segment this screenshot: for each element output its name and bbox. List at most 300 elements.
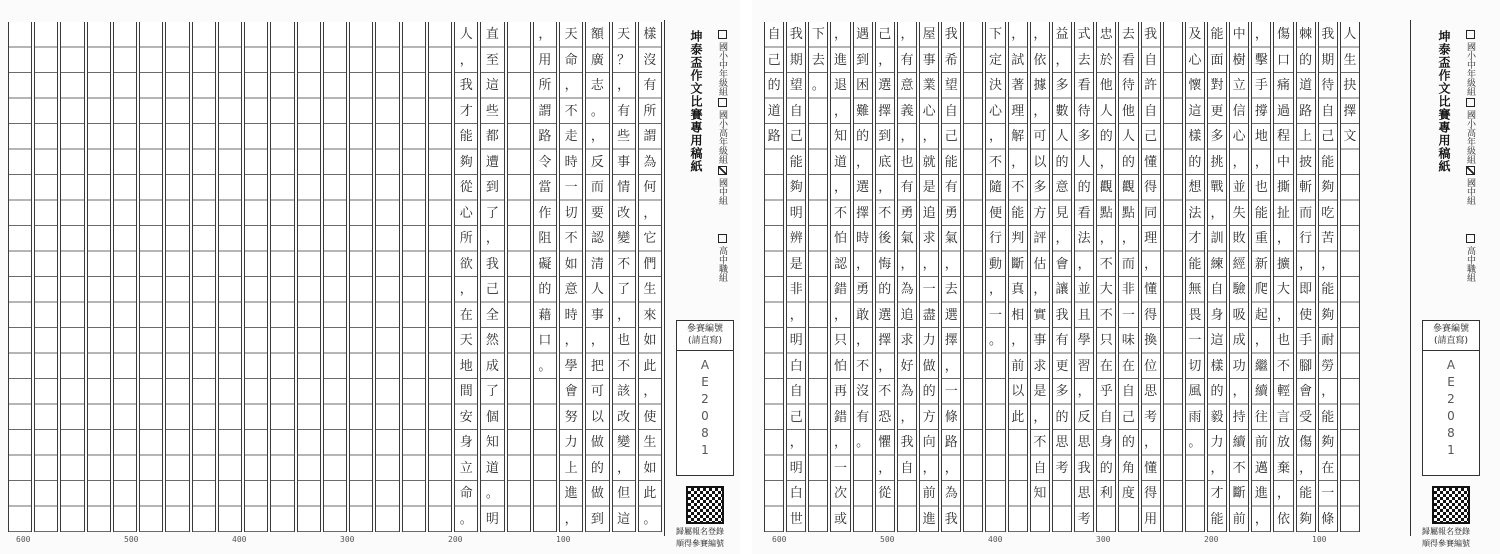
grid-cell: 時 — [564, 307, 578, 323]
grid-cell: 的 — [767, 78, 781, 94]
grid-cell: 新 — [1254, 256, 1268, 272]
grid-cell: 也 — [900, 154, 914, 170]
grid-cell: 業 — [922, 78, 936, 94]
grid-cell: ， — [1276, 307, 1290, 323]
entrant-id-char: 8 — [701, 426, 709, 440]
grid-cell: 續 — [1254, 384, 1268, 400]
grid-cell: 擊 — [1254, 52, 1268, 68]
grid-cell: 全 — [485, 307, 499, 323]
grid-cell: 做 — [922, 358, 936, 374]
grid-column — [428, 22, 452, 532]
grid-cell: 退 — [834, 78, 848, 94]
grid-cell: 便 — [989, 205, 1003, 221]
grid-cell: 在 — [459, 307, 473, 323]
grid-cell: 言 — [1276, 409, 1290, 425]
grid-cell: 氣 — [944, 231, 958, 247]
grid-cell: 成 — [1232, 333, 1246, 349]
grid-cell: 待 — [1121, 78, 1135, 94]
grid-cell: 畏 — [1188, 307, 1202, 323]
grid-cell: 夠 — [459, 154, 473, 170]
grid-cell: 的 — [1299, 52, 1313, 68]
grid-cell: 去 — [1077, 52, 1091, 68]
grid-count-label: 500 — [124, 535, 139, 544]
grid-column — [60, 22, 84, 532]
grid-cell: ， — [564, 78, 578, 94]
grid-column — [113, 22, 137, 532]
grid-cell: ， — [1232, 384, 1246, 400]
entrant-id-char: A — [1446, 358, 1456, 372]
grid-cell: ， — [1254, 333, 1268, 349]
grid-cell: 道 — [834, 154, 848, 170]
grid-column — [34, 22, 58, 532]
grid-cell: 我 — [1055, 307, 1069, 323]
grid-cell: 進 — [564, 486, 578, 502]
grid-cell: 角 — [1121, 460, 1135, 476]
grid-count-label: 200 — [448, 535, 463, 544]
grid-cell: 思 — [1077, 486, 1091, 502]
grid-cell: ， — [944, 460, 958, 476]
grid-cell: 而 — [590, 180, 604, 196]
grid-cell: 我 — [485, 256, 499, 272]
grid-cell: 乎 — [1099, 384, 1113, 400]
grid-count-label: 200 — [1204, 535, 1219, 544]
grid-column — [963, 22, 983, 532]
grid-cell: 知 — [485, 435, 499, 451]
grid-cell: 於 — [1099, 52, 1113, 68]
grid-cell: 用 — [538, 52, 552, 68]
grid-cell: 文 — [1343, 129, 1357, 145]
grid-cell: 恐 — [878, 409, 892, 425]
grid-cell: 至 — [485, 52, 499, 68]
grid-column — [897, 22, 917, 532]
grid-cell: 個 — [485, 409, 499, 425]
grid-cell: 事 — [590, 307, 604, 323]
grid-count-label: 400 — [988, 535, 1003, 544]
grid-cell: 向 — [922, 435, 936, 451]
grid-cell: 不 — [878, 205, 892, 221]
checkbox-icon[interactable] — [1466, 166, 1475, 175]
grid-cell: 耐 — [1321, 333, 1335, 349]
grid-cell: 棘 — [1299, 27, 1313, 43]
grid-cell: 且 — [1077, 307, 1091, 323]
grid-cell: 作 — [538, 205, 552, 221]
grid-cell: 能 — [1321, 154, 1335, 170]
grid-cell: 情 — [617, 180, 631, 196]
grid-cell: 自 — [900, 460, 914, 476]
grid-cell: 我 — [459, 78, 473, 94]
checkbox-icon[interactable] — [1466, 234, 1475, 243]
grid-cell: 多 — [1055, 78, 1069, 94]
grid-cell: 估 — [1033, 256, 1047, 272]
grid-cell: ， — [617, 460, 631, 476]
checkbox-icon[interactable] — [1466, 98, 1475, 107]
grid-column — [941, 22, 961, 532]
grid-cell: 怕 — [834, 231, 848, 247]
grid-cell: 。 — [590, 103, 604, 119]
grid-column — [1141, 22, 1161, 532]
grid-cell: ， — [643, 384, 657, 400]
grid-cell: 心 — [1232, 129, 1246, 145]
grid-cell: ， — [922, 129, 936, 145]
grid-cell: 理 — [1011, 103, 1025, 119]
grid-cell: 當 — [538, 180, 552, 196]
entrant-id-char: E — [701, 375, 709, 389]
grid-cell: 走 — [564, 129, 578, 145]
grid-cell: 考 — [1055, 460, 1069, 476]
entrant-id-char: 1 — [1447, 443, 1455, 457]
checkbox-icon[interactable] — [718, 30, 727, 39]
grid-cell: ， — [856, 333, 870, 349]
grid-cell: 清 — [590, 256, 604, 272]
grid-cell: 能 — [1299, 486, 1313, 502]
grid-cell: 屋 — [922, 27, 936, 43]
group-option[interactable] — [716, 98, 729, 164]
grid-cell: 義 — [900, 103, 914, 119]
grid-cell: 選 — [944, 307, 958, 323]
grid-cell: 不 — [1011, 180, 1025, 196]
grid-cell: 前 — [922, 486, 936, 502]
grid-cell: 知 — [1033, 486, 1047, 502]
grid-cell: ， — [459, 52, 473, 68]
grid-cell: 上 — [1299, 129, 1313, 145]
grid-cell: 會 — [564, 384, 578, 400]
grid-cell: 考 — [1144, 409, 1158, 425]
entrant-id-box — [1422, 320, 1480, 476]
grid-cell: 的 — [1121, 435, 1135, 451]
margin-rule-right — [1410, 20, 1411, 536]
grid-cell: 是 — [1033, 384, 1047, 400]
grid-cell: 有 — [900, 180, 914, 196]
grid-cell: 吸 — [1232, 307, 1246, 323]
grid-column — [612, 22, 636, 532]
grid-cell: 下 — [811, 27, 825, 43]
page-gutter — [740, 0, 752, 554]
grid-cell: 為 — [944, 486, 958, 502]
group-option[interactable] — [716, 166, 729, 205]
group-option[interactable] — [1464, 166, 1477, 205]
grid-cell: ， — [617, 307, 631, 323]
grid-cell: 己 — [944, 129, 958, 145]
grid-column — [1273, 22, 1293, 532]
grid-cell: ， — [1276, 486, 1290, 502]
group-option-label: 國中組 — [717, 178, 727, 205]
grid-cell: 己 — [878, 27, 892, 43]
grid-column — [1052, 22, 1072, 532]
qr-caption-line: 順得參賽編號 — [1422, 539, 1470, 548]
grid-cell: 無 — [1188, 282, 1202, 298]
grid-cell: 只 — [834, 333, 848, 349]
checkbox-icon[interactable] — [718, 234, 727, 243]
grid-cell: ， — [900, 129, 914, 145]
grid-cell: ， — [922, 256, 936, 272]
grid-cell: 見 — [1055, 205, 1069, 221]
grid-cell: 人 — [1099, 103, 1113, 119]
grid-cell: 勇 — [944, 205, 958, 221]
grid-cell: 是 — [789, 256, 803, 272]
grid-cell: 不 — [1232, 460, 1246, 476]
grid-column — [786, 22, 806, 532]
checkbox-icon[interactable] — [718, 166, 727, 175]
grid-cell: 辨 — [789, 231, 803, 247]
grid-cell: 到 — [878, 129, 892, 145]
group-option[interactable] — [1464, 234, 1477, 282]
grid-cell: 及 — [1188, 27, 1202, 43]
grid-cell: 的 — [856, 129, 870, 145]
grid-cell: 樣 — [643, 27, 657, 43]
grid-cell: 不 — [1099, 307, 1113, 323]
grid-cell: 非 — [789, 282, 803, 298]
grid-cell: 才 — [459, 103, 473, 119]
grid-cell: 有 — [944, 180, 958, 196]
grid-cell: 。 — [989, 333, 1003, 349]
grid-cell: 擴 — [1276, 256, 1290, 272]
group-option-label: 國小中年級組 — [717, 42, 727, 96]
grid-cell: 身 — [459, 435, 473, 451]
grid-cell: 自 — [1121, 384, 1135, 400]
grid-cell: 風 — [1188, 384, 1202, 400]
grid-cell: 苦 — [1321, 231, 1335, 247]
grid-cell: 重 — [1254, 231, 1268, 247]
grid-cell: 。 — [538, 358, 552, 374]
grid-cell: 式 — [1077, 27, 1091, 43]
grid-cell: 道 — [485, 460, 499, 476]
grid-cell: 的 — [922, 384, 936, 400]
grid-column — [1251, 22, 1271, 532]
group-option[interactable] — [716, 234, 729, 282]
grid-cell: 學 — [564, 358, 578, 374]
grid-cell: ， — [1299, 256, 1313, 272]
grid-cell: 間 — [459, 384, 473, 400]
grid-cell: 追 — [900, 307, 914, 323]
grid-cell: 難 — [856, 103, 870, 119]
grid-cell: 了 — [617, 282, 631, 298]
grid-column — [165, 22, 189, 532]
grid-cell: 為 — [900, 282, 914, 298]
grid-cell: 改 — [617, 409, 631, 425]
grid-cell: 思 — [1077, 435, 1091, 451]
grid-cell: 我 — [1321, 27, 1335, 43]
grid-cell: ， — [1276, 231, 1290, 247]
grid-cell: 怕 — [834, 358, 848, 374]
grid-cell: 口 — [538, 333, 552, 349]
grid-cell: ， — [538, 27, 552, 43]
grid-cell: 生 — [1343, 52, 1357, 68]
grid-cell: 自 — [1099, 409, 1113, 425]
grid-cell: 時 — [856, 231, 870, 247]
grid-cell: 天 — [564, 27, 578, 43]
grid-column — [830, 22, 850, 532]
grid-cell: 求 — [1033, 358, 1047, 374]
grid-cell: 事 — [922, 52, 936, 68]
checkbox-icon[interactable] — [1466, 30, 1475, 39]
grid-cell: 我 — [1077, 460, 1091, 476]
grid-cell: 直 — [485, 27, 499, 43]
entrant-id-value — [677, 357, 733, 459]
grid-cell: 。 — [811, 78, 825, 94]
grid-cell: 他 — [1099, 78, 1113, 94]
grid-cell: 己 — [1121, 409, 1135, 425]
grid-cell: 困 — [856, 78, 870, 94]
grid-cell: 有 — [900, 52, 914, 68]
grid-cell: 到 — [485, 180, 499, 196]
grid-cell: ， — [922, 460, 936, 476]
grid-column — [1096, 22, 1116, 532]
grid-cell: 得 — [1144, 486, 1158, 502]
grid-cell: 判 — [1011, 231, 1025, 247]
checkbox-icon[interactable] — [718, 98, 727, 107]
grid-cell: 沒 — [856, 384, 870, 400]
grid-cell: 進 — [922, 511, 936, 527]
grid-cell: 次 — [834, 486, 848, 502]
grid-cell: 心 — [1188, 52, 1202, 68]
grid-cell: 手 — [1254, 78, 1268, 94]
grid-cell: 棄 — [1276, 460, 1290, 476]
grid-cell: 選 — [878, 307, 892, 323]
grid-cell: 勇 — [900, 205, 914, 221]
grid-cell: 這 — [617, 511, 631, 527]
grid-cell: 法 — [1188, 205, 1202, 221]
grid-cell: 求 — [900, 333, 914, 349]
grid-cell: 行 — [1299, 231, 1313, 247]
grid-cell: 勇 — [856, 282, 870, 298]
sheet-header-left — [668, 24, 738, 548]
grid-count-label: 500 — [880, 535, 895, 544]
essay-sheet-left — [0, 0, 740, 554]
grid-cell: 此 — [643, 486, 657, 502]
qr-code-icon — [686, 486, 724, 524]
grid-cell: 能 — [1011, 205, 1025, 221]
grid-column — [323, 22, 347, 532]
grid-cell: ， — [1254, 154, 1268, 170]
grid-cell: 成 — [485, 358, 499, 374]
grid-cell: ， — [564, 511, 578, 527]
grid-cell: 面 — [1210, 52, 1224, 68]
grid-cell: 訓 — [1210, 231, 1224, 247]
grid-cell: 擇 — [878, 103, 892, 119]
grid-cell: 能 — [1210, 27, 1224, 43]
contest-title: 坤泰盃作文比賽專用稿紙 — [1437, 30, 1451, 173]
grid-cell: 到 — [856, 52, 870, 68]
grid-cell: 天 — [459, 333, 473, 349]
grid-cell: 自 — [1210, 282, 1224, 298]
grid-cell: 會 — [1055, 256, 1069, 272]
grid-cell: 懷 — [1188, 78, 1202, 94]
grid-cell: 即 — [1299, 282, 1313, 298]
grid-cell: 爬 — [1254, 282, 1268, 298]
grid-cell: 相 — [1011, 307, 1025, 323]
grid-cell: 一 — [834, 460, 848, 476]
grid-cell: 自 — [767, 27, 781, 43]
grid-cell: ， — [944, 358, 958, 374]
grid-cell: 路 — [944, 435, 958, 451]
grid-cell: 撕 — [1276, 180, 1290, 196]
grid-cell: 點 — [1099, 205, 1113, 221]
grid-cell: 己 — [485, 282, 499, 298]
grid-cell: ， — [459, 282, 473, 298]
grid-cell: 從 — [459, 180, 473, 196]
grid-cell: 也 — [1276, 333, 1290, 349]
grid-cell: ， — [1210, 460, 1224, 476]
grid-cell: 據 — [1033, 78, 1047, 94]
grid-cell: 令 — [538, 154, 552, 170]
grid-cell: ， — [789, 307, 803, 323]
grid-cell: ， — [900, 256, 914, 272]
grid-cell: 。 — [856, 435, 870, 451]
grid-cell: 邁 — [1254, 460, 1268, 476]
grid-cell: 的 — [538, 282, 552, 298]
grid-cell: ？ — [617, 52, 631, 68]
grid-cell: 決 — [989, 78, 1003, 94]
grid-cell: 自 — [1144, 103, 1158, 119]
grid-cell: ， — [989, 282, 1003, 298]
grid-column — [192, 22, 216, 532]
grid-column — [1207, 22, 1227, 532]
grid-column — [8, 22, 32, 532]
grid-cell: 能 — [459, 129, 473, 145]
group-option[interactable] — [716, 30, 729, 96]
grid-cell: 動 — [989, 256, 1003, 272]
grid-cell: 去 — [811, 52, 825, 68]
grid-cell: 得 — [1144, 180, 1158, 196]
grid-cell: 路 — [767, 129, 781, 145]
grid-cell: ， — [1144, 435, 1158, 451]
grid-column — [297, 22, 321, 532]
grid-cell: 繼 — [1254, 358, 1268, 374]
sheet-header-right — [1416, 24, 1486, 548]
grid-cell: 人 — [1077, 154, 1091, 170]
grid-cell: 我 — [944, 27, 958, 43]
grid-cell: 戰 — [1210, 180, 1224, 196]
grid-cell: 如 — [564, 256, 578, 272]
grid-cell: 擇 — [944, 333, 958, 349]
grid-cell: 進 — [834, 52, 848, 68]
grid-cell: 定 — [989, 52, 1003, 68]
grid-cell: 如 — [643, 333, 657, 349]
grid-cell: 此 — [643, 358, 657, 374]
grid-cell: 一 — [564, 180, 578, 196]
group-option[interactable] — [1464, 30, 1477, 96]
group-option-label: 國小中年級組 — [1465, 42, 1475, 96]
grid-cell: 把 — [590, 358, 604, 374]
entrant-id-char: A — [700, 358, 710, 372]
grid-cell: 用 — [1144, 511, 1158, 527]
grid-cell: 也 — [1254, 180, 1268, 196]
grid-cell: 練 — [1210, 256, 1224, 272]
grid-cell: 人 — [1121, 129, 1135, 145]
entrant-id-char: 0 — [701, 409, 709, 423]
grid-cell: 在 — [1321, 460, 1335, 476]
grid-cell: 不 — [1276, 358, 1290, 374]
grid-cell: ， — [590, 333, 604, 349]
grid-cell: 點 — [1121, 205, 1135, 221]
grid-cell: 輕 — [1276, 384, 1290, 400]
grid-cell: ， — [617, 78, 631, 94]
grid-cell: 志 — [590, 78, 604, 94]
grid-cell: 所 — [643, 103, 657, 119]
group-option[interactable] — [1464, 98, 1477, 164]
grid-cell: 數 — [1055, 103, 1069, 119]
grid-cell: 時 — [564, 154, 578, 170]
grid-cell: 的 — [1055, 154, 1069, 170]
grid-cell: 並 — [1077, 282, 1091, 298]
grid-cell: 扯 — [1276, 205, 1290, 221]
grid-cell: 反 — [590, 154, 604, 170]
grid-cell: ， — [878, 52, 892, 68]
grid-cell: 認 — [834, 256, 848, 272]
grid-cell: 的 — [1099, 129, 1113, 145]
grid-cell: 傷 — [1276, 27, 1290, 43]
grid-cell: 為 — [900, 384, 914, 400]
